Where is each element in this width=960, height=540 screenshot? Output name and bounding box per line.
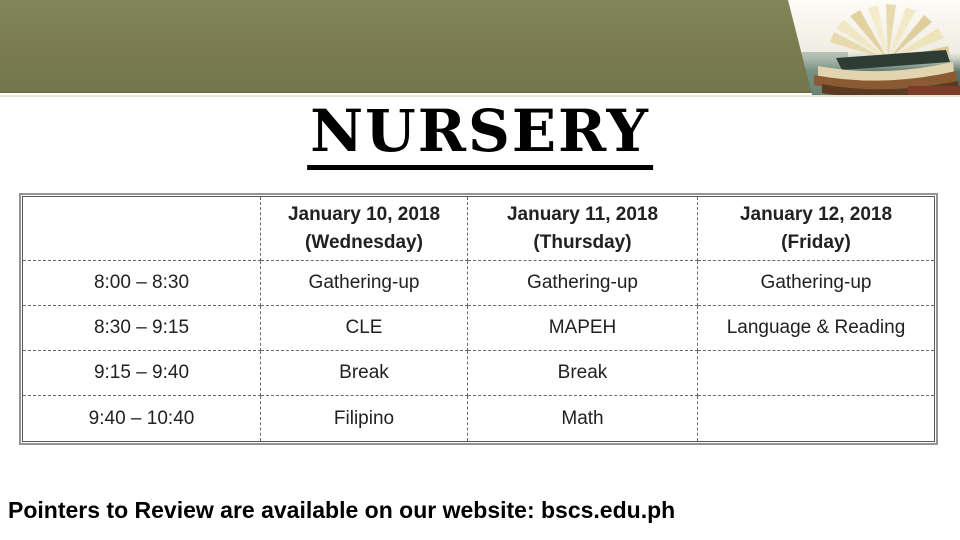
header-cell-empty bbox=[23, 197, 261, 261]
table-row bbox=[23, 396, 934, 441]
schedule-cell: Language & Reading bbox=[698, 306, 934, 351]
open-books-illustration bbox=[788, 0, 960, 95]
table-row bbox=[23, 306, 934, 351]
header-cell-wednesday bbox=[261, 197, 468, 261]
schedule-cell: Gathering-up bbox=[698, 261, 934, 306]
schedule-table-container bbox=[22, 196, 935, 442]
schedule-cell: MAPEH bbox=[468, 306, 698, 351]
schedule-cell: Gathering-up bbox=[468, 261, 698, 306]
schedule-cell bbox=[698, 351, 934, 396]
title-block bbox=[307, 97, 653, 170]
page-title: NURSERY bbox=[307, 102, 653, 170]
header-day: (Wednesday) bbox=[305, 231, 423, 253]
time-cell: 9:15 – 9:40 bbox=[23, 351, 261, 396]
header-day: (Friday) bbox=[781, 231, 851, 253]
time-cell: 8:30 – 9:15 bbox=[23, 306, 261, 351]
schedule-cell bbox=[698, 396, 934, 441]
schedule-table bbox=[22, 196, 935, 442]
table-row bbox=[23, 261, 934, 306]
header-date: January 11, 2018 bbox=[506, 203, 659, 225]
time-cell: 9:40 – 10:40 bbox=[23, 396, 261, 441]
table-row bbox=[23, 351, 934, 396]
table-header-row bbox=[23, 197, 934, 261]
schedule-cell: CLE bbox=[261, 306, 468, 351]
header-cell-friday bbox=[698, 197, 934, 261]
header-date: January 10, 2018 bbox=[287, 203, 441, 225]
books-photo bbox=[788, 0, 960, 95]
schedule-cell: Break bbox=[468, 351, 698, 396]
footer-note: Pointers to Review are available on our website: bscs.edu.ph bbox=[8, 497, 676, 523]
schedule-cell: Break bbox=[261, 351, 468, 396]
header-day: (Thursday) bbox=[533, 231, 632, 253]
schedule-cell: Math bbox=[468, 396, 698, 441]
schedule-cell: Gathering-up bbox=[261, 261, 468, 306]
header-cell-thursday bbox=[468, 197, 698, 261]
time-cell: 8:00 – 8:30 bbox=[23, 261, 261, 306]
schedule-cell: Filipino bbox=[261, 396, 468, 441]
header-date: January 12, 2018 bbox=[739, 203, 893, 225]
